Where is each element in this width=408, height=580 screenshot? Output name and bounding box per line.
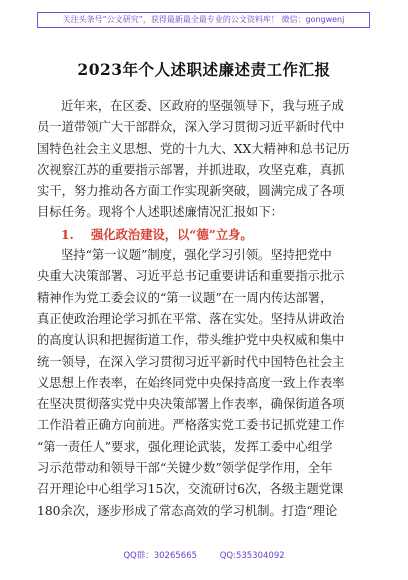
paragraph-line: 召开理论中心组学习15次，交流研讨6次，各级主题党课 <box>37 482 344 497</box>
paragraph-line: 统一领导，在深入学习贯彻习近平新时代中国特色社会主 <box>37 354 345 369</box>
paragraph-line: 国特色社会主义思想、党的十九大、XX大精神和总书记历 <box>37 141 350 156</box>
promo-banner: 关注头条号“公文研究”，获得最新最全最专业的公文资料库！ 微信：gongwenj <box>37 12 370 28</box>
paragraph-line: 真正使政治理论学习抓在平常、落在实处。坚持从讲政治 <box>37 311 345 326</box>
qq-group-text: QQ群：30265665 <box>123 551 198 561</box>
paragraph-line: 员一道带领广大干部群众，深入学习贯彻习近平新时代中 <box>37 120 345 135</box>
document-body <box>37 96 370 522</box>
paragraph-line: 习示范带动和领导干部“关键少数”领学促学作用，全年 <box>37 461 333 476</box>
paragraph-line: 次视察江苏的重要指示部署，并抓进取，攻坚克难，真抓 <box>37 162 345 177</box>
paragraph-line: 目标任务。现将个人述职述廉情况汇报如下： <box>37 205 283 220</box>
contact-footer <box>0 549 408 561</box>
paragraph-line: 义思想上作表率，在始终同党中央保持高度一致上作表率 <box>37 375 345 390</box>
paragraph-line: 坚持“第一议题”制度，强化学习引领。坚持把党中 <box>61 248 332 263</box>
paragraph-line: 实干，努力推动各方面工作实现新突破，圆满完成了各项 <box>37 184 345 199</box>
paragraph-line: 在坚决贯彻落实党中央决策部署上作表率，确保街道各项 <box>37 397 345 412</box>
paragraph-line: 央重大决策部署、习近平总书记重要讲话和重要指示批示 <box>37 269 345 284</box>
section-heading-text: 强化政治建设，以“德”立身。 <box>91 226 253 242</box>
paragraph-line: “第一责任人”要求，强化理论武装，发挥工委中心组学 <box>37 439 333 454</box>
section-number: 1. <box>61 226 74 242</box>
paragraph-line: 精神作为党工委会议的“第一议题”在一周内传达部署， <box>37 290 333 305</box>
paragraph-line: 近年来，在区委、区政府的坚强领导下，我与班子成 <box>61 99 344 113</box>
qq-number-text: QQ:535304092 <box>219 551 285 561</box>
paragraph-line: 的高度认识和把握街道工作，带头维护党中央权威和集中 <box>37 333 345 348</box>
section-heading <box>37 224 370 245</box>
paragraph-line: 工作沿着正确方向前进。严格落实党工委书记抓党建工作 <box>37 418 345 433</box>
document-title: 2023年个人述职述廉述责工作汇报 <box>77 60 331 79</box>
paragraph-line: 180余次，逐步形成了常态高效的学习机制。打造“理论 <box>37 503 338 518</box>
